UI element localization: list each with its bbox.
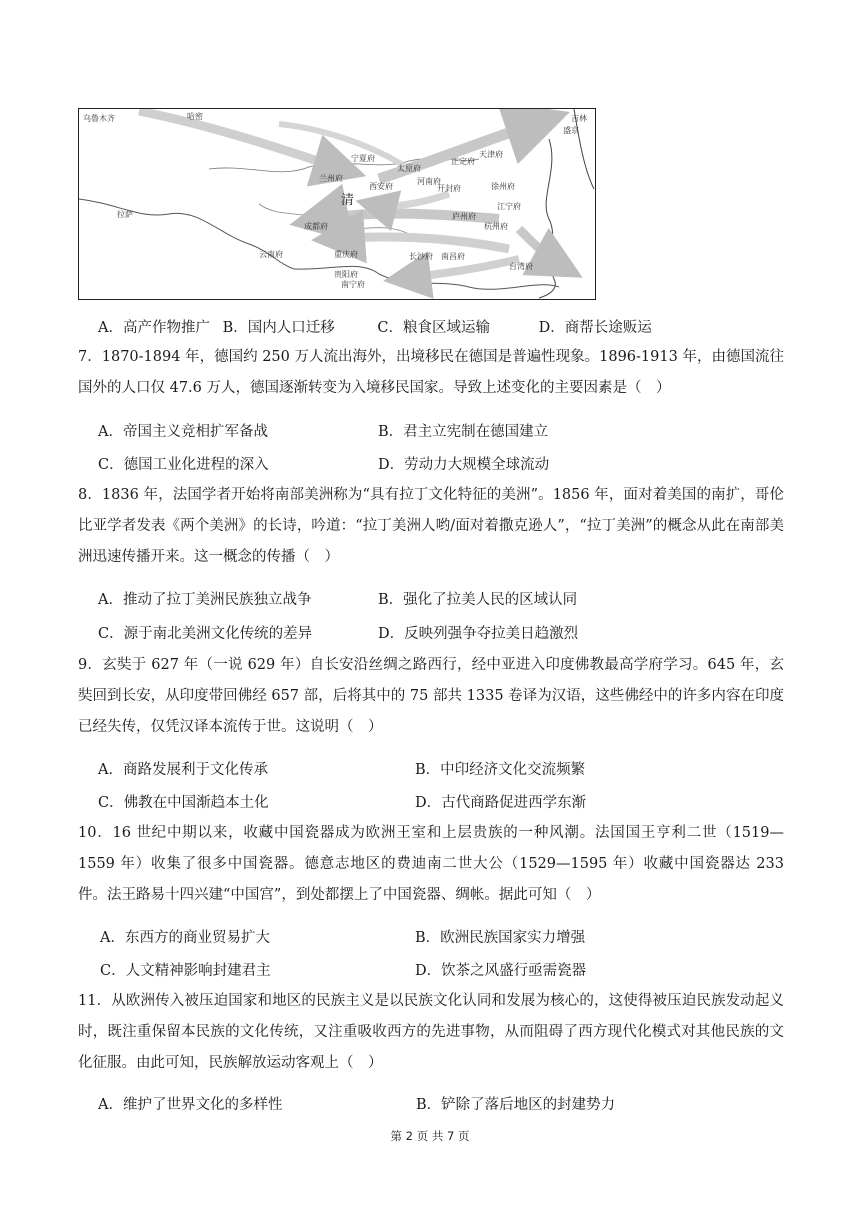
q10-option-d[interactable]: D．饮茶之风盛行亟需瓷器 (415, 963, 587, 979)
map-label: 徐州府 (491, 182, 515, 191)
q7-stem: 7．1870-1894 年，德国约 250 万人流出海外，出境移民在德国是普遍性现象。1896-1913 年，由德国流往国外的人口仅 47.6 万人，德国逐渐转变为入境移民国家。导致上述变化的主要因素是（ ） (78, 349, 784, 396)
q8-stem: 8．1836 年，法国学者开始将南部美洲称为“具有拉丁文化特征的美洲”。1856 年，面对着美国的南扩，哥伦比亚学者发表《两个美洲》的长诗，吟道：“拉丁美洲人哟/面对着撒克逊人”，“拉丁美洲”的概念从此在南部美洲迅速传播开来。这一概念的传播（ ） (78, 487, 784, 565)
q9-option-c[interactable]: C．佛教在中国渐趋本土化 (98, 795, 269, 811)
map-label: 宁夏府 (351, 154, 375, 163)
question-9 (78, 650, 784, 743)
q8-option-a[interactable]: A．推动了拉丁美洲民族独立战争 (98, 592, 312, 608)
map-label: 西安府 (369, 182, 393, 191)
migration-map-figure (78, 108, 596, 300)
q7-option-b[interactable]: B．君主立宪制在德国建立 (378, 424, 549, 440)
q9-option-d[interactable]: D．古代商路促进西学东渐 (415, 795, 587, 811)
map-label: 乌鲁木齐 (83, 114, 115, 123)
q11-stem: 11．从欧洲传入被压迫国家和地区的民族主义是以民族文化认同和发展为核心的，这使得被压迫民族发动起义时，既注重保留本民族的文化传统，又注重吸收西方的先进事物，从而阻碍了西方现代化模式对其他民族的文化征服。由此可知，民族解放运动客观上（ ） (78, 993, 784, 1071)
q8-option-b[interactable]: B．强化了拉美人民的区域认同 (378, 592, 578, 608)
map-label: 哈密 (187, 112, 203, 121)
question-8 (78, 480, 784, 573)
q6-options (98, 316, 652, 337)
map-label: 太原府 (397, 164, 421, 173)
q10-option-a[interactable]: A．东西方的商业贸易扩大 (100, 930, 270, 946)
page-footer: 第 2 页 共 7 页 (390, 1129, 470, 1143)
q9-option-b[interactable]: B．中印经济文化交流频繁 (415, 762, 586, 778)
migration-arrow (279, 124, 409, 169)
map-label: 开封府 (437, 184, 461, 193)
q9-option-a[interactable]: A．商路发展利于文化传承 (98, 762, 268, 778)
q10-option-c[interactable]: C．人文精神影响封建君主 (100, 963, 271, 979)
map-label: 杭州府 (484, 222, 508, 231)
map-label: 天津府 (479, 150, 503, 159)
q10-option-b[interactable]: B．欧洲民族国家实力增强 (415, 930, 586, 946)
q7-option-c[interactable]: C．德国工业化进程的深入 (98, 457, 269, 473)
q6-option-a[interactable]: A．高产作物推广 (98, 320, 210, 336)
map-label: 南宁府 (341, 280, 365, 289)
map-label: 长沙府 (409, 252, 433, 261)
q11-option-a[interactable]: A．维护了世界文化的多样性 (98, 1097, 283, 1113)
map-label: 正定府 (451, 157, 475, 166)
map-label: 盛京 (563, 126, 579, 135)
q6-option-c[interactable]: C．粮食区域运输 (377, 320, 490, 336)
q10-stem: 10．16 世纪中期以来，收藏中国瓷器成为欧洲王室和上层贵族的一种风潮。法国国王亨利二世（1519—1559 年）收集了很多中国瓷器。德意志地区的费迪南二世大公（1529—1595 年）收藏中国瓷器达 233 件。法王路易十四兴建“中国宫”，到处都摆上了中国瓷器、绸帐。据此可知（ ） (78, 825, 784, 903)
map-label: 南昌府 (441, 252, 465, 261)
migration-map (79, 109, 595, 299)
q6-option-d[interactable]: D．商帮长途贩运 (538, 320, 652, 336)
coastline (539, 139, 555, 298)
q7-option-d[interactable]: D．劳动力大规模全球流动 (378, 457, 550, 473)
map-label: 兰州府 (319, 174, 343, 183)
q7-option-a[interactable]: A．帝国主义竞相扩军备战 (98, 424, 268, 440)
map-label: 台湾府 (509, 262, 533, 271)
q11-option-b[interactable]: B．铲除了落后地区的封建势力 (416, 1097, 616, 1113)
migration-arrow (369, 194, 449, 206)
map-label: 庐州府 (452, 212, 476, 221)
map-label: 江宁府 (497, 202, 521, 211)
question-7 (78, 342, 784, 404)
map-label: 拉萨 (117, 210, 133, 219)
map-label: 云南府 (259, 250, 283, 259)
question-10 (78, 818, 784, 911)
map-label: 重庆府 (334, 250, 358, 259)
map-label: 贵阳府 (334, 270, 358, 279)
q8-option-c[interactable]: C．源于南北美洲文化传统的差异 (98, 626, 313, 642)
q6-option-b[interactable]: B．国内人口迁移 (222, 320, 335, 336)
migration-arrow (139, 111, 349, 171)
migration-arrow (329, 237, 509, 249)
map-label: 河南府 (417, 177, 441, 186)
map-label: 清 (341, 193, 355, 208)
map-label: 成都府 (304, 222, 328, 231)
q8-option-d[interactable]: D．反映列强争夺拉美日趋激烈 (378, 626, 579, 642)
question-11 (78, 986, 784, 1079)
q9-stem: 9．玄奘于 627 年（一说 629 年）自长安沿丝绸之路西行，经中亚进入印度佛教最高学府学习。645 年，玄奘回到长安，从印度带回佛经 657 部，后将其中的 75 部共 1335 卷译为汉语，这些佛经中的许多内容在印度已经失传，仅凭汉译本流传于世。这说明（ ） (78, 657, 784, 735)
migration-arrow (399, 259, 519, 279)
map-label: 吉林 (571, 114, 587, 123)
